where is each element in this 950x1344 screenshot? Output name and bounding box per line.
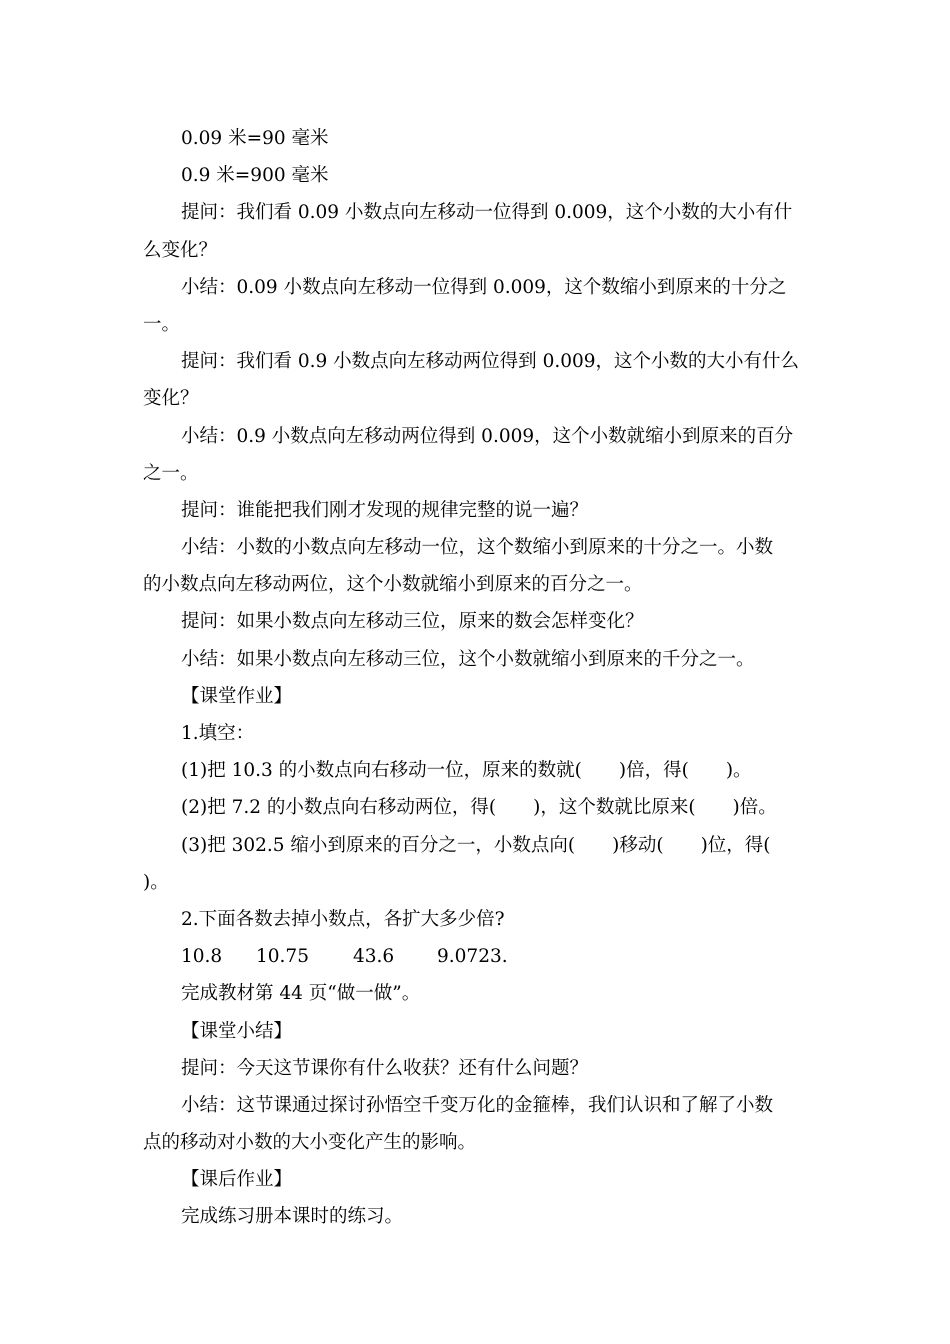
section-heading: 【课堂小结】 xyxy=(181,1020,293,1042)
question-line: 提问：今天这节课你有什么收获？还有什么问题？ xyxy=(181,1057,589,1079)
summary-line-cont: 一。 xyxy=(143,313,181,335)
summary-line: 小结：小数的小数点向左移动一位，这个数缩小到原来的十分之一。小数 xyxy=(181,537,774,559)
exercise-item: (2)把 7.2 的小数点向右移动两位，得( )，这个数就比原来( )倍。 xyxy=(181,797,777,819)
number-item: 43.6 xyxy=(353,946,395,968)
number-list xyxy=(143,938,809,975)
question-line: 提问：谁能把我们刚才发现的规律完整的说一遍？ xyxy=(181,499,589,521)
number-item: 10.75 xyxy=(256,946,309,968)
document-page xyxy=(143,120,809,1236)
exercise-title: 2.下面各数去掉小数点，各扩大多少倍? xyxy=(181,908,505,930)
exercise-item: (3)把 302.5 缩小到原来的百分之一，小数点向( )移动( )位，得( xyxy=(181,834,771,856)
number-item: 9.0723. xyxy=(437,946,508,968)
text-line: 完成教材第 44 页“做一做”。 xyxy=(181,983,421,1005)
section-heading: 【课后作业】 xyxy=(181,1169,293,1191)
summary-line: 小结：0.09 小数点向左移动一位得到 0.009，这个数缩小到原来的十分之 xyxy=(181,276,787,298)
exercise-item-cont: )。 xyxy=(143,871,169,893)
summary-line-cont: 之一。 xyxy=(143,462,199,484)
summary-line: 小结：如果小数点向左移动三位，这个小数就缩小到原来的千分之一。 xyxy=(181,648,755,670)
summary-line-cont: 的小数点向左移动两位，这个小数就缩小到原来的百分之一。 xyxy=(143,574,643,596)
text-line: 0.09 米=90 毫米 xyxy=(181,128,329,149)
exercise-title: 1.填空： xyxy=(181,723,255,744)
question-line-cont: 变化？ xyxy=(143,388,199,410)
question-line-cont: 么变化？ xyxy=(143,239,218,261)
section-heading: 【课堂作业】 xyxy=(181,685,293,707)
question-line: 提问：我们看 0.09 小数点向左移动一位得到 0.009，这个小数的大小有什 xyxy=(181,202,793,224)
number-item: 10.8 xyxy=(181,946,223,968)
summary-line-cont: 点的移动对小数的大小变化产生的影响。 xyxy=(143,1132,477,1154)
text-line: 完成练习册本课时的练习。 xyxy=(181,1206,404,1228)
text-line: 0.9 米=900 毫米 xyxy=(181,165,329,187)
summary-line: 小结：0.9 小数点向左移动两位得到 0.009，这个小数就缩小到原来的百分 xyxy=(181,425,794,447)
exercise-item: (1)把 10.3 的小数点向右移动一位，原来的数就( )倍，得( )。 xyxy=(181,760,752,782)
question-line: 提问：如果小数点向左移动三位，原来的数会怎样变化？ xyxy=(181,611,644,633)
question-line: 提问：我们看 0.9 小数点向左移动两位得到 0.009，这个小数的大小有什么 xyxy=(181,351,800,373)
summary-line: 小结：这节课通过探讨孙悟空千变万化的金箍棒，我们认识和了解了小数 xyxy=(181,1094,774,1116)
